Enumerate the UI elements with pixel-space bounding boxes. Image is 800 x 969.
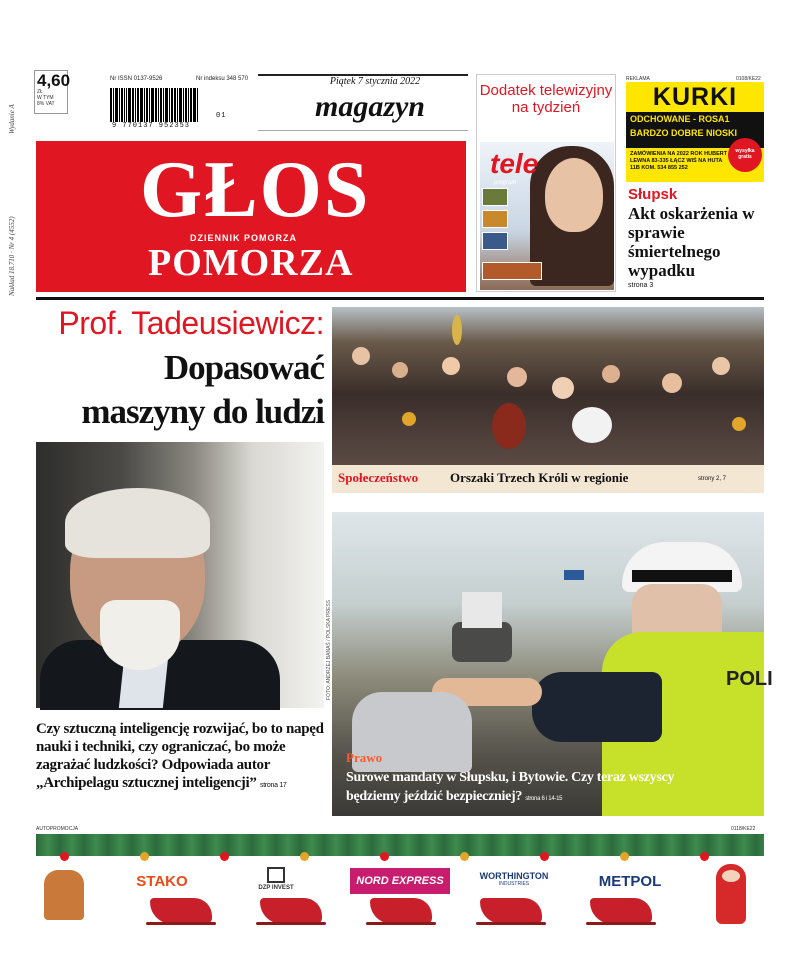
tele-thumb	[482, 188, 508, 206]
ad-label: REKLAMA	[626, 76, 650, 82]
barcode	[110, 88, 230, 122]
santa-face	[722, 870, 740, 882]
index-label: Nr indeksu 348 570	[196, 76, 249, 82]
magazyn-title: magazyn	[314, 90, 425, 123]
logo-worthington[interactable]	[466, 864, 562, 894]
kurki-info: ZAMÓWIENIA NA 2022 ROK HUBERT LEWNA 83-335 ŁĄCZ WIŚ NA HUTA 11B KOM. 534 855 252	[630, 151, 728, 171]
portrait-beard	[100, 600, 180, 670]
portrait-hair	[65, 488, 210, 558]
edition-label: Wydanie A	[8, 104, 16, 134]
crowd-kicker: Społeczeństwo	[338, 470, 419, 485]
ornament	[60, 852, 69, 861]
crowd-photo	[332, 307, 764, 465]
ornament	[700, 852, 709, 861]
police-headline[interactable]	[346, 768, 716, 809]
price-tax-line: W TYM	[37, 95, 54, 101]
kurki-line2: BARDZO DOBRE NIOSKI	[630, 128, 738, 138]
police-kicker: Prawo	[346, 750, 383, 765]
worthington-label: WORTHINGTON	[479, 871, 549, 881]
tele-cover-face	[545, 158, 603, 232]
slupsk-kicker: Słupsk	[628, 186, 678, 203]
logo-dzp-invest[interactable]	[236, 862, 316, 896]
ornament	[220, 852, 229, 861]
slupsk-page: strona 3	[628, 282, 654, 289]
police-vest-text: POLI	[726, 668, 773, 690]
tele-headline: Dodatek telewizyjny na tydzień	[479, 82, 613, 116]
crowd-page: strony 2, 7	[698, 476, 727, 482]
crowd-headline: Orszaki Trzech Króli w regionie	[450, 470, 629, 485]
main-kicker: Prof. Tadeusiewicz:	[58, 305, 324, 341]
ornament	[140, 852, 149, 861]
kurki-badge: wysyłka gratis	[728, 138, 762, 172]
bottom-ad-label: AUTOPROMOCJA	[36, 826, 79, 832]
tele-thumb	[482, 210, 508, 228]
tele-thumb	[482, 262, 542, 280]
main-lead[interactable]	[36, 720, 326, 795]
print-run-label: Nakład 18.710 · Nr 4 (4552)	[8, 216, 16, 296]
main-headline[interactable]: Dopasować maszyny do ludzi	[81, 348, 324, 431]
logo-stako[interactable]: STAKO	[136, 872, 188, 890]
sleigh	[370, 898, 432, 924]
photo-credit: FOTO: ANDRZEJ BANAŚ / POLSKA PRESS	[326, 600, 332, 700]
masthead-title: GŁOS	[140, 146, 371, 234]
logo-nord-express[interactable]: NORD EXPRESS	[350, 868, 450, 894]
main-lead-text: Czy sztuczną inteligencję rozwijać, bo to napęd nauki i techniki, czy ograniczać, bo może zagrażać ludzkości? Odpowiada autor „Archipelagu sztucznej inteligencji”	[36, 721, 324, 791]
sleigh-runner	[586, 922, 656, 925]
worthington-sub: INDUSTRIES	[498, 881, 530, 887]
sleigh	[590, 898, 652, 924]
police-page: strona 6 i 14-15	[525, 796, 563, 802]
ornament	[300, 852, 309, 861]
issue-date: Piątek 7 stycznia 2022	[329, 76, 421, 87]
ornament	[620, 852, 629, 861]
sleigh	[150, 898, 212, 924]
ornament	[380, 852, 389, 861]
ad-code: 0108/KE22	[736, 76, 761, 82]
sleigh-runner	[366, 922, 436, 925]
sleigh-runner	[146, 922, 216, 925]
masthead-region: POMORZA	[148, 242, 354, 284]
tele-logo-sub: program	[494, 180, 517, 186]
tele-thumb	[482, 232, 508, 250]
sleigh-runner	[476, 922, 546, 925]
magazyn-rule-bottom	[258, 130, 468, 131]
sleigh	[260, 898, 322, 924]
kurki-line1: ODCHOWANE - ROSA1	[630, 114, 730, 124]
reindeer-figure	[44, 870, 84, 920]
main-lead-page: strona 17	[260, 782, 287, 789]
kurki-title: KURKI	[652, 83, 738, 111]
price-vat: 8% VAT	[37, 101, 55, 107]
ornament	[460, 852, 469, 861]
ornament	[540, 852, 549, 861]
price-amount: 4,60	[37, 71, 71, 90]
section-divider	[36, 297, 764, 300]
logo-metpol[interactable]: METPOL	[598, 872, 662, 890]
barcode-number: 9 770137 952353	[112, 122, 191, 130]
dzp-icon	[267, 867, 285, 883]
bottom-ad-code: 0118/KE22	[731, 826, 756, 832]
masthead-subtitle: DZIENNIK POMORZA	[190, 233, 297, 243]
price-currency: ZŁ	[37, 89, 43, 95]
tele-logo: tele	[490, 148, 539, 179]
dzp-label: DZP INVEST	[258, 885, 294, 891]
police-headline-text: Surowe mandaty w Słupsku, i Bytowie. Czy teraz wszyscy będziemy jeździć bezpieczniej?	[346, 770, 675, 804]
sleigh	[480, 898, 542, 924]
issn-label: Nr ISSN 0137-9526	[110, 76, 163, 82]
slupsk-headline[interactable]: Akt oskarżenia w sprawie śmiertelnego wypadku	[628, 204, 755, 280]
barcode-issue: 01	[216, 112, 227, 120]
sleigh-runner	[256, 922, 326, 925]
price-box	[34, 70, 71, 114]
